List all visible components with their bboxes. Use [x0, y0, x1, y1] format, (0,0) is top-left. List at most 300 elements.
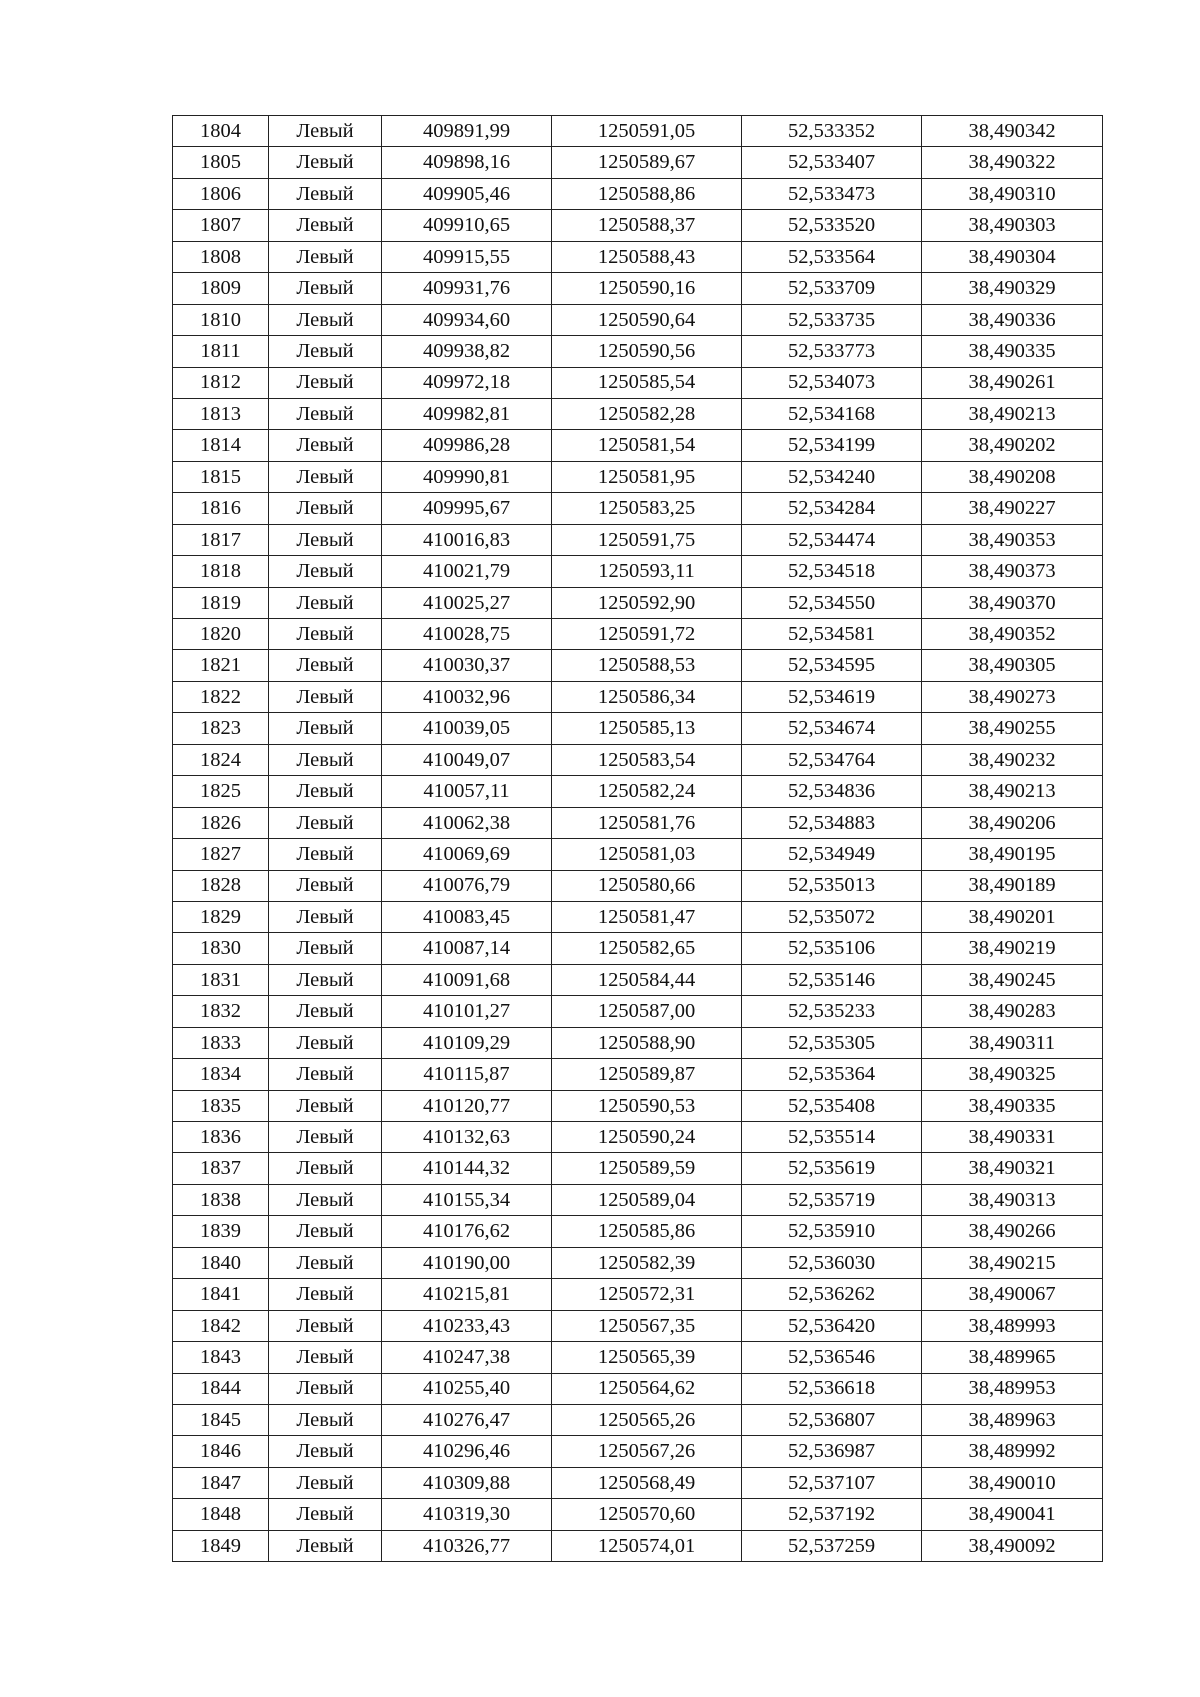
- point-number-cell: 1846: [173, 1436, 269, 1467]
- longitude-cell: 38,490322: [922, 147, 1103, 178]
- coordinates-table: [172, 115, 1103, 1562]
- y-coordinate-cell: 1250581,54: [552, 430, 742, 461]
- table-row: [173, 744, 1103, 775]
- x-coordinate-cell: 410032,96: [382, 681, 552, 712]
- point-number-cell: 1821: [173, 650, 269, 681]
- side-cell: Левый: [269, 398, 382, 429]
- side-cell: Левый: [269, 1090, 382, 1121]
- table-row: [173, 681, 1103, 712]
- x-coordinate-cell: 409898,16: [382, 147, 552, 178]
- point-number-cell: 1837: [173, 1153, 269, 1184]
- side-cell: Левый: [269, 1059, 382, 1090]
- side-cell: Левый: [269, 1467, 382, 1498]
- point-number-cell: 1822: [173, 681, 269, 712]
- longitude-cell: 38,490273: [922, 681, 1103, 712]
- longitude-cell: 38,490304: [922, 241, 1103, 272]
- table-row: [173, 996, 1103, 1027]
- point-number-cell: 1816: [173, 493, 269, 524]
- side-cell: Левый: [269, 650, 382, 681]
- latitude-cell: 52,533773: [742, 336, 922, 367]
- side-cell: Левый: [269, 210, 382, 241]
- y-coordinate-cell: 1250588,53: [552, 650, 742, 681]
- table-row: [173, 556, 1103, 587]
- side-cell: Левый: [269, 713, 382, 744]
- latitude-cell: 52,535910: [742, 1216, 922, 1247]
- point-number-cell: 1843: [173, 1342, 269, 1373]
- latitude-cell: 52,536807: [742, 1404, 922, 1435]
- point-number-cell: 1840: [173, 1247, 269, 1278]
- side-cell: Левый: [269, 807, 382, 838]
- table-row: [173, 587, 1103, 618]
- longitude-cell: 38,490206: [922, 807, 1103, 838]
- point-number-cell: 1833: [173, 1027, 269, 1058]
- latitude-cell: 52,536987: [742, 1436, 922, 1467]
- point-number-cell: 1844: [173, 1373, 269, 1404]
- side-cell: Левый: [269, 1153, 382, 1184]
- point-number-cell: 1817: [173, 524, 269, 555]
- longitude-cell: 38,490352: [922, 619, 1103, 650]
- side-cell: Левый: [269, 996, 382, 1027]
- side-cell: Левый: [269, 776, 382, 807]
- side-cell: Левый: [269, 1247, 382, 1278]
- latitude-cell: 52,534073: [742, 367, 922, 398]
- y-coordinate-cell: 1250586,34: [552, 681, 742, 712]
- point-number-cell: 1823: [173, 713, 269, 744]
- table-row: [173, 367, 1103, 398]
- point-number-cell: 1849: [173, 1530, 269, 1561]
- longitude-cell: 38,490311: [922, 1027, 1103, 1058]
- x-coordinate-cell: 409915,55: [382, 241, 552, 272]
- longitude-cell: 38,490335: [922, 1090, 1103, 1121]
- y-coordinate-cell: 1250585,54: [552, 367, 742, 398]
- latitude-cell: 52,536618: [742, 1373, 922, 1404]
- side-cell: Левый: [269, 1436, 382, 1467]
- point-number-cell: 1819: [173, 587, 269, 618]
- table-row: [173, 901, 1103, 932]
- longitude-cell: 38,490215: [922, 1247, 1103, 1278]
- y-coordinate-cell: 1250588,43: [552, 241, 742, 272]
- y-coordinate-cell: 1250565,26: [552, 1404, 742, 1435]
- longitude-cell: 38,490010: [922, 1467, 1103, 1498]
- table-row: [173, 619, 1103, 650]
- side-cell: Левый: [269, 147, 382, 178]
- x-coordinate-cell: 410057,11: [382, 776, 552, 807]
- table-row: [173, 1467, 1103, 1498]
- table-row: [173, 1499, 1103, 1530]
- x-coordinate-cell: 410309,88: [382, 1467, 552, 1498]
- x-coordinate-cell: 410276,47: [382, 1404, 552, 1435]
- x-coordinate-cell: 410120,77: [382, 1090, 552, 1121]
- point-number-cell: 1828: [173, 870, 269, 901]
- x-coordinate-cell: 410083,45: [382, 901, 552, 932]
- x-coordinate-cell: 410109,29: [382, 1027, 552, 1058]
- longitude-cell: 38,490067: [922, 1279, 1103, 1310]
- longitude-cell: 38,490219: [922, 933, 1103, 964]
- table-row: [173, 1310, 1103, 1341]
- coordinates-table-body: [173, 116, 1103, 1562]
- table-row: [173, 1279, 1103, 1310]
- side-cell: Левый: [269, 493, 382, 524]
- latitude-cell: 52,535013: [742, 870, 922, 901]
- longitude-cell: 38,490310: [922, 178, 1103, 209]
- y-coordinate-cell: 1250589,87: [552, 1059, 742, 1090]
- latitude-cell: 52,537259: [742, 1530, 922, 1561]
- longitude-cell: 38,490335: [922, 336, 1103, 367]
- table-row: [173, 1530, 1103, 1561]
- table-row: [173, 1436, 1103, 1467]
- y-coordinate-cell: 1250583,54: [552, 744, 742, 775]
- y-coordinate-cell: 1250590,24: [552, 1122, 742, 1153]
- side-cell: Левый: [269, 1373, 382, 1404]
- table-row: [173, 336, 1103, 367]
- table-row: [173, 116, 1103, 147]
- x-coordinate-cell: 410076,79: [382, 870, 552, 901]
- point-number-cell: 1835: [173, 1090, 269, 1121]
- longitude-cell: 38,490213: [922, 776, 1103, 807]
- side-cell: Левый: [269, 1404, 382, 1435]
- side-cell: Левый: [269, 1499, 382, 1530]
- latitude-cell: 52,533709: [742, 273, 922, 304]
- point-number-cell: 1830: [173, 933, 269, 964]
- table-row: [173, 147, 1103, 178]
- table-row: [173, 839, 1103, 870]
- side-cell: Левый: [269, 619, 382, 650]
- point-number-cell: 1807: [173, 210, 269, 241]
- x-coordinate-cell: 410028,75: [382, 619, 552, 650]
- side-cell: Левый: [269, 933, 382, 964]
- latitude-cell: 52,533520: [742, 210, 922, 241]
- side-cell: Левый: [269, 1530, 382, 1561]
- x-coordinate-cell: 410296,46: [382, 1436, 552, 1467]
- y-coordinate-cell: 1250591,05: [552, 116, 742, 147]
- y-coordinate-cell: 1250570,60: [552, 1499, 742, 1530]
- y-coordinate-cell: 1250581,47: [552, 901, 742, 932]
- table-row: [173, 1373, 1103, 1404]
- longitude-cell: 38,490353: [922, 524, 1103, 555]
- point-number-cell: 1834: [173, 1059, 269, 1090]
- side-cell: Левый: [269, 367, 382, 398]
- longitude-cell: 38,490195: [922, 839, 1103, 870]
- x-coordinate-cell: 410132,63: [382, 1122, 552, 1153]
- table-row: [173, 430, 1103, 461]
- x-coordinate-cell: 410155,34: [382, 1184, 552, 1215]
- y-coordinate-cell: 1250581,03: [552, 839, 742, 870]
- longitude-cell: 38,490092: [922, 1530, 1103, 1561]
- y-coordinate-cell: 1250564,62: [552, 1373, 742, 1404]
- side-cell: Левый: [269, 241, 382, 272]
- y-coordinate-cell: 1250585,86: [552, 1216, 742, 1247]
- latitude-cell: 52,534619: [742, 681, 922, 712]
- x-coordinate-cell: 410176,62: [382, 1216, 552, 1247]
- table-row: [173, 241, 1103, 272]
- x-coordinate-cell: 410190,00: [382, 1247, 552, 1278]
- y-coordinate-cell: 1250593,11: [552, 556, 742, 587]
- y-coordinate-cell: 1250590,56: [552, 336, 742, 367]
- x-coordinate-cell: 409934,60: [382, 304, 552, 335]
- side-cell: Левый: [269, 1027, 382, 1058]
- x-coordinate-cell: 410039,05: [382, 713, 552, 744]
- table-row: [173, 713, 1103, 744]
- side-cell: Левый: [269, 116, 382, 147]
- latitude-cell: 52,533407: [742, 147, 922, 178]
- point-number-cell: 1847: [173, 1467, 269, 1498]
- point-number-cell: 1811: [173, 336, 269, 367]
- longitude-cell: 38,490370: [922, 587, 1103, 618]
- y-coordinate-cell: 1250587,00: [552, 996, 742, 1027]
- latitude-cell: 52,534199: [742, 430, 922, 461]
- point-number-cell: 1842: [173, 1310, 269, 1341]
- table-row: [173, 178, 1103, 209]
- x-coordinate-cell: 410319,30: [382, 1499, 552, 1530]
- side-cell: Левый: [269, 1216, 382, 1247]
- latitude-cell: 52,534240: [742, 461, 922, 492]
- y-coordinate-cell: 1250581,76: [552, 807, 742, 838]
- table-row: [173, 1027, 1103, 1058]
- x-coordinate-cell: 409905,46: [382, 178, 552, 209]
- table-row: [173, 650, 1103, 681]
- x-coordinate-cell: 410255,40: [382, 1373, 552, 1404]
- latitude-cell: 52,537107: [742, 1467, 922, 1498]
- table-row: [173, 493, 1103, 524]
- side-cell: Левый: [269, 1310, 382, 1341]
- side-cell: Левый: [269, 1184, 382, 1215]
- x-coordinate-cell: 409995,67: [382, 493, 552, 524]
- side-cell: Левый: [269, 336, 382, 367]
- longitude-cell: 38,490373: [922, 556, 1103, 587]
- table-row: [173, 273, 1103, 304]
- y-coordinate-cell: 1250580,66: [552, 870, 742, 901]
- y-coordinate-cell: 1250591,72: [552, 619, 742, 650]
- latitude-cell: 52,536030: [742, 1247, 922, 1278]
- side-cell: Левый: [269, 901, 382, 932]
- latitude-cell: 52,533735: [742, 304, 922, 335]
- table-row: [173, 870, 1103, 901]
- table-row: [173, 1216, 1103, 1247]
- longitude-cell: 38,490041: [922, 1499, 1103, 1530]
- x-coordinate-cell: 410030,37: [382, 650, 552, 681]
- longitude-cell: 38,490321: [922, 1153, 1103, 1184]
- table-row: [173, 1122, 1103, 1153]
- longitude-cell: 38,490201: [922, 901, 1103, 932]
- side-cell: Левый: [269, 870, 382, 901]
- point-number-cell: 1824: [173, 744, 269, 775]
- x-coordinate-cell: 409982,81: [382, 398, 552, 429]
- y-coordinate-cell: 1250589,59: [552, 1153, 742, 1184]
- y-coordinate-cell: 1250588,37: [552, 210, 742, 241]
- y-coordinate-cell: 1250582,24: [552, 776, 742, 807]
- longitude-cell: 38,490305: [922, 650, 1103, 681]
- point-number-cell: 1813: [173, 398, 269, 429]
- table-row: [173, 964, 1103, 995]
- side-cell: Левый: [269, 587, 382, 618]
- x-coordinate-cell: 410326,77: [382, 1530, 552, 1561]
- latitude-cell: 52,535408: [742, 1090, 922, 1121]
- y-coordinate-cell: 1250567,26: [552, 1436, 742, 1467]
- table-row: [173, 1059, 1103, 1090]
- x-coordinate-cell: 410215,81: [382, 1279, 552, 1310]
- longitude-cell: 38,489993: [922, 1310, 1103, 1341]
- latitude-cell: 52,536262: [742, 1279, 922, 1310]
- longitude-cell: 38,490245: [922, 964, 1103, 995]
- table-row: [173, 1184, 1103, 1215]
- x-coordinate-cell: 409986,28: [382, 430, 552, 461]
- table-row: [173, 524, 1103, 555]
- latitude-cell: 52,536420: [742, 1310, 922, 1341]
- side-cell: Левый: [269, 744, 382, 775]
- side-cell: Левый: [269, 964, 382, 995]
- side-cell: Левый: [269, 556, 382, 587]
- latitude-cell: 52,534595: [742, 650, 922, 681]
- latitude-cell: 52,535146: [742, 964, 922, 995]
- side-cell: Левый: [269, 1122, 382, 1153]
- side-cell: Левый: [269, 1342, 382, 1373]
- table-row: [173, 1247, 1103, 1278]
- table-row: [173, 933, 1103, 964]
- side-cell: Левый: [269, 839, 382, 870]
- table-row: [173, 1342, 1103, 1373]
- x-coordinate-cell: 409931,76: [382, 273, 552, 304]
- longitude-cell: 38,489965: [922, 1342, 1103, 1373]
- point-number-cell: 1818: [173, 556, 269, 587]
- table-row: [173, 304, 1103, 335]
- latitude-cell: 52,533564: [742, 241, 922, 272]
- y-coordinate-cell: 1250582,65: [552, 933, 742, 964]
- longitude-cell: 38,490342: [922, 116, 1103, 147]
- y-coordinate-cell: 1250568,49: [552, 1467, 742, 1498]
- longitude-cell: 38,490202: [922, 430, 1103, 461]
- x-coordinate-cell: 410062,38: [382, 807, 552, 838]
- y-coordinate-cell: 1250590,16: [552, 273, 742, 304]
- y-coordinate-cell: 1250565,39: [552, 1342, 742, 1373]
- y-coordinate-cell: 1250581,95: [552, 461, 742, 492]
- longitude-cell: 38,489992: [922, 1436, 1103, 1467]
- latitude-cell: 52,534949: [742, 839, 922, 870]
- latitude-cell: 52,535106: [742, 933, 922, 964]
- side-cell: Левый: [269, 681, 382, 712]
- y-coordinate-cell: 1250582,39: [552, 1247, 742, 1278]
- latitude-cell: 52,534581: [742, 619, 922, 650]
- x-coordinate-cell: 410233,43: [382, 1310, 552, 1341]
- x-coordinate-cell: 410087,14: [382, 933, 552, 964]
- point-number-cell: 1845: [173, 1404, 269, 1435]
- point-number-cell: 1805: [173, 147, 269, 178]
- side-cell: Левый: [269, 178, 382, 209]
- point-number-cell: 1831: [173, 964, 269, 995]
- latitude-cell: 52,534518: [742, 556, 922, 587]
- latitude-cell: 52,534674: [742, 713, 922, 744]
- point-number-cell: 1806: [173, 178, 269, 209]
- x-coordinate-cell: 409990,81: [382, 461, 552, 492]
- longitude-cell: 38,490283: [922, 996, 1103, 1027]
- x-coordinate-cell: 409938,82: [382, 336, 552, 367]
- point-number-cell: 1812: [173, 367, 269, 398]
- x-coordinate-cell: 410144,32: [382, 1153, 552, 1184]
- y-coordinate-cell: 1250582,28: [552, 398, 742, 429]
- y-coordinate-cell: 1250572,31: [552, 1279, 742, 1310]
- latitude-cell: 52,534284: [742, 493, 922, 524]
- table-row: [173, 210, 1103, 241]
- table-row: [173, 776, 1103, 807]
- latitude-cell: 52,535233: [742, 996, 922, 1027]
- longitude-cell: 38,490227: [922, 493, 1103, 524]
- x-coordinate-cell: 410247,38: [382, 1342, 552, 1373]
- longitude-cell: 38,490189: [922, 870, 1103, 901]
- latitude-cell: 52,534550: [742, 587, 922, 618]
- x-coordinate-cell: 409891,99: [382, 116, 552, 147]
- point-number-cell: 1804: [173, 116, 269, 147]
- side-cell: Левый: [269, 273, 382, 304]
- latitude-cell: 52,537192: [742, 1499, 922, 1530]
- x-coordinate-cell: 410069,69: [382, 839, 552, 870]
- point-number-cell: 1832: [173, 996, 269, 1027]
- point-number-cell: 1836: [173, 1122, 269, 1153]
- x-coordinate-cell: 409972,18: [382, 367, 552, 398]
- point-number-cell: 1839: [173, 1216, 269, 1247]
- side-cell: Левый: [269, 524, 382, 555]
- y-coordinate-cell: 1250567,35: [552, 1310, 742, 1341]
- longitude-cell: 38,490208: [922, 461, 1103, 492]
- table-row: [173, 398, 1103, 429]
- table-row: [173, 1090, 1103, 1121]
- latitude-cell: 52,534836: [742, 776, 922, 807]
- x-coordinate-cell: 410091,68: [382, 964, 552, 995]
- x-coordinate-cell: 410021,79: [382, 556, 552, 587]
- y-coordinate-cell: 1250585,13: [552, 713, 742, 744]
- latitude-cell: 52,535364: [742, 1059, 922, 1090]
- longitude-cell: 38,490303: [922, 210, 1103, 241]
- point-number-cell: 1841: [173, 1279, 269, 1310]
- latitude-cell: 52,535305: [742, 1027, 922, 1058]
- longitude-cell: 38,490232: [922, 744, 1103, 775]
- y-coordinate-cell: 1250588,86: [552, 178, 742, 209]
- point-number-cell: 1808: [173, 241, 269, 272]
- point-number-cell: 1820: [173, 619, 269, 650]
- longitude-cell: 38,490261: [922, 367, 1103, 398]
- side-cell: Левый: [269, 1279, 382, 1310]
- point-number-cell: 1838: [173, 1184, 269, 1215]
- y-coordinate-cell: 1250589,04: [552, 1184, 742, 1215]
- latitude-cell: 52,535514: [742, 1122, 922, 1153]
- table-row: [173, 1153, 1103, 1184]
- y-coordinate-cell: 1250584,44: [552, 964, 742, 995]
- y-coordinate-cell: 1250591,75: [552, 524, 742, 555]
- latitude-cell: 52,533473: [742, 178, 922, 209]
- longitude-cell: 38,489963: [922, 1404, 1103, 1435]
- longitude-cell: 38,490213: [922, 398, 1103, 429]
- longitude-cell: 38,490325: [922, 1059, 1103, 1090]
- longitude-cell: 38,490266: [922, 1216, 1103, 1247]
- side-cell: Левый: [269, 461, 382, 492]
- point-number-cell: 1810: [173, 304, 269, 335]
- latitude-cell: 52,535719: [742, 1184, 922, 1215]
- longitude-cell: 38,489953: [922, 1373, 1103, 1404]
- table-row: [173, 1404, 1103, 1435]
- y-coordinate-cell: 1250590,64: [552, 304, 742, 335]
- latitude-cell: 52,534168: [742, 398, 922, 429]
- x-coordinate-cell: 410101,27: [382, 996, 552, 1027]
- longitude-cell: 38,490329: [922, 273, 1103, 304]
- point-number-cell: 1827: [173, 839, 269, 870]
- y-coordinate-cell: 1250590,53: [552, 1090, 742, 1121]
- y-coordinate-cell: 1250589,67: [552, 147, 742, 178]
- x-coordinate-cell: 410025,27: [382, 587, 552, 618]
- point-number-cell: 1829: [173, 901, 269, 932]
- x-coordinate-cell: 410016,83: [382, 524, 552, 555]
- x-coordinate-cell: 409910,65: [382, 210, 552, 241]
- point-number-cell: 1814: [173, 430, 269, 461]
- x-coordinate-cell: 410115,87: [382, 1059, 552, 1090]
- table-row: [173, 461, 1103, 492]
